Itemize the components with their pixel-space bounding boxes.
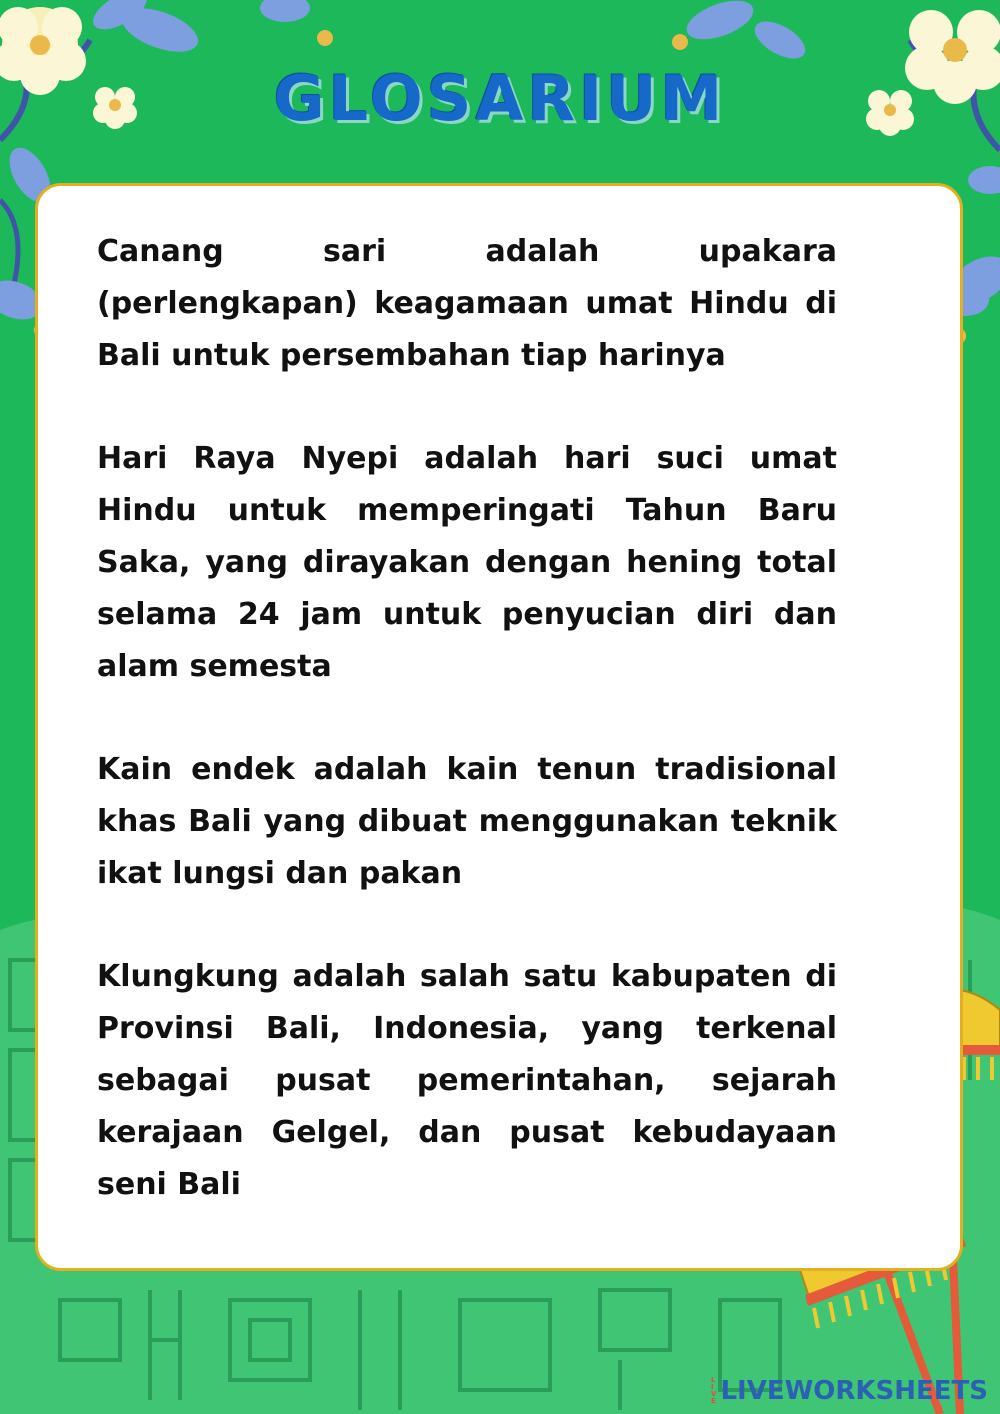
watermark-text: LIVEWORKSHEETS xyxy=(720,1376,988,1406)
glossary-entry-nyepi: Hari Raya Nyepi adalah hari suci umat Hindu untuk memperingati Tahun Baru Saka, yang dirayakan dengan hening total selama 24 jam untuk penyucian diri dan alam semesta xyxy=(97,441,837,684)
liveworksheets-logo xyxy=(711,1376,988,1406)
page-title: GLOSARIUM xyxy=(273,62,727,135)
live-badge-icon: L I V E xyxy=(711,1376,717,1405)
glossary-entry-klungkung: Klungkung adalah salah satu kabupaten di Provinsi Bali, Indonesia, yang terkenal sebagai pusat pemerintahan, sejarah kerajaan Gelgel, dan pusat kebudayaan seni Bali xyxy=(97,959,837,1202)
glossary-entry-canang-sari: Canang sari adalah upakara (perlengkapan) keagamaan umat Hindu di Bali untuk persembahan tiap harinya xyxy=(97,234,837,373)
glossary-list xyxy=(97,226,837,1262)
glossary-entry-kain-endek: Kain endek adalah kain tenun tradisional khas Bali yang dibuat menggunakan teknik ikat lungsi dan pakan xyxy=(97,752,837,891)
